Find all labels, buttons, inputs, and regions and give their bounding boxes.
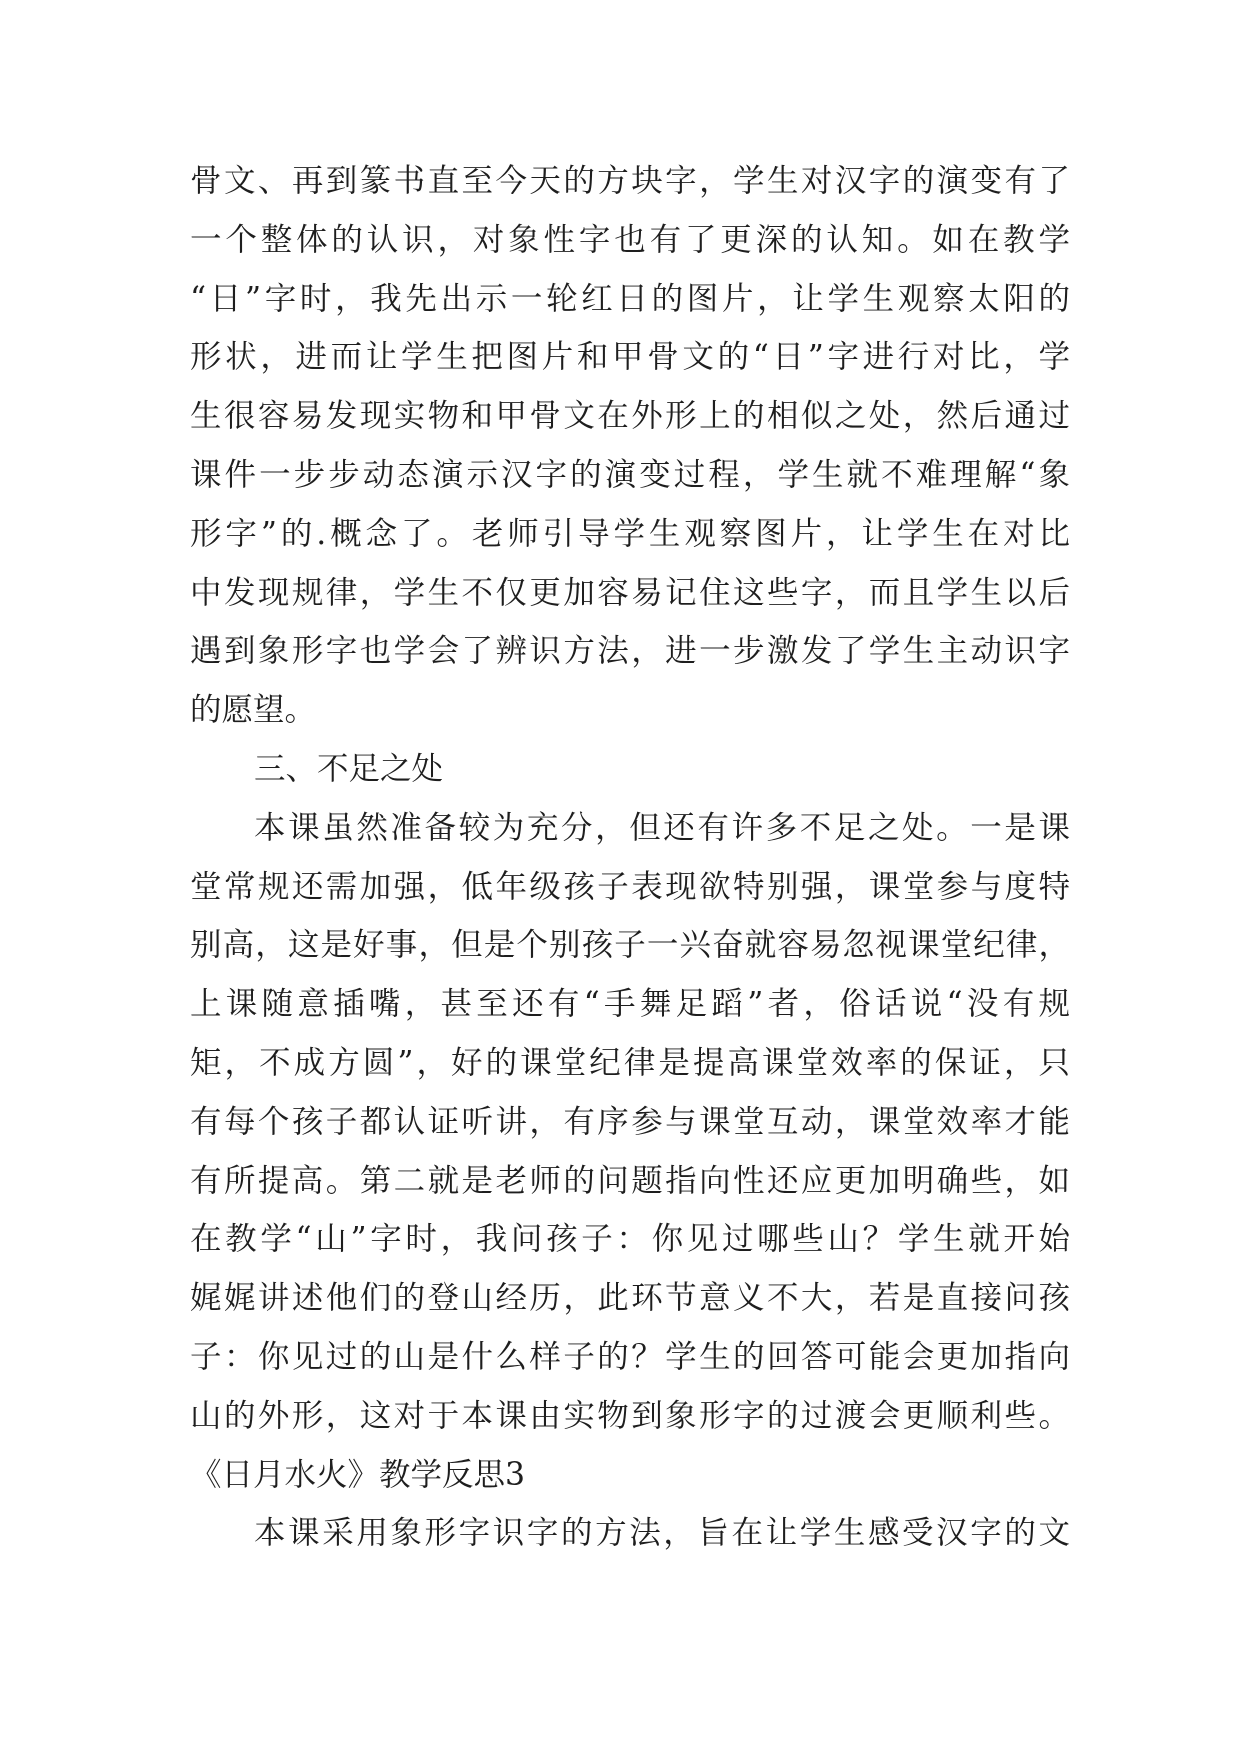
text-line: 本课采用象形字识字的方法，旨在让学生感受汉字的文 — [254, 1515, 1070, 1552]
text-line: 一个整体的认识，对象性字也有了更深的认知。如在教学 — [190, 221, 1070, 258]
text-line: 遇到象形字也学会了辨识方法，进一步激发了学生主动识字 — [190, 633, 1070, 670]
text-line: 娓娓讲述他们的登山经历，此环节意义不大，若是直接问孩 — [190, 1280, 1070, 1317]
text-line: 形字”的.概念了。老师引导学生观察图片，让学生在对比 — [190, 515, 1070, 552]
text-line: 形状，进而让学生把图片和甲骨文的“日”字进行对比，学 — [190, 339, 1070, 376]
text-line: 生很容易发现实物和甲骨文在外形上的相似之处，然后通过 — [190, 398, 1070, 435]
text-line: 别高，这是好事，但是个别孩子一兴奋就容易忽视课堂纪律， — [190, 927, 1070, 964]
text-line: 中发现规律，学生不仅更加容易记住这些字，而且学生以后 — [190, 574, 1070, 611]
text-line: 在教学“山”字时，我问孩子：你见过哪些山？学生就开始 — [190, 1221, 1070, 1258]
text-line: 上课随意插嘴，甚至还有“手舞足蹈”者，俗话说“没有规 — [190, 986, 1070, 1023]
text-line: 有所提高。第二就是老师的问题指向性还应更加明确些，如 — [190, 1162, 1070, 1199]
text-line: 课件一步步动态演示汉字的演变过程，学生就不难理解“象 — [190, 456, 1070, 493]
text-line: “日”字时，我先出示一轮红日的图片，让学生观察太阳的 — [190, 280, 1070, 317]
text-line: 骨文、再到篆书直至今天的方块字，学生对汉字的演变有了 — [190, 163, 1070, 199]
text-line: 堂常规还需加强，低年级孩子表现欲特别强，课堂参与度特 — [190, 868, 1070, 905]
text-line: 的愿望。 — [190, 692, 317, 729]
document-body — [190, 152, 1070, 1563]
text-line: 矩，不成方圆”，好的课堂纪律是提高课堂效率的保证，只 — [190, 1044, 1070, 1081]
article-title: 《日月水火》教学反思3 — [190, 1456, 526, 1493]
text-line: 有每个孩子都认证听讲，有序参与课堂互动，课堂效率才能 — [190, 1103, 1070, 1140]
section-heading: 三、不足之处 — [254, 750, 444, 787]
text-line: 子：你见过的山是什么样子的？学生的回答可能会更加指向 — [190, 1338, 1070, 1375]
text-line: 山的外形，这对于本课由实物到象形字的过渡会更顺利些。 — [190, 1397, 1070, 1434]
text-line: 本课虽然准备较为充分，但还有许多不足之处。一是课 — [254, 809, 1070, 846]
